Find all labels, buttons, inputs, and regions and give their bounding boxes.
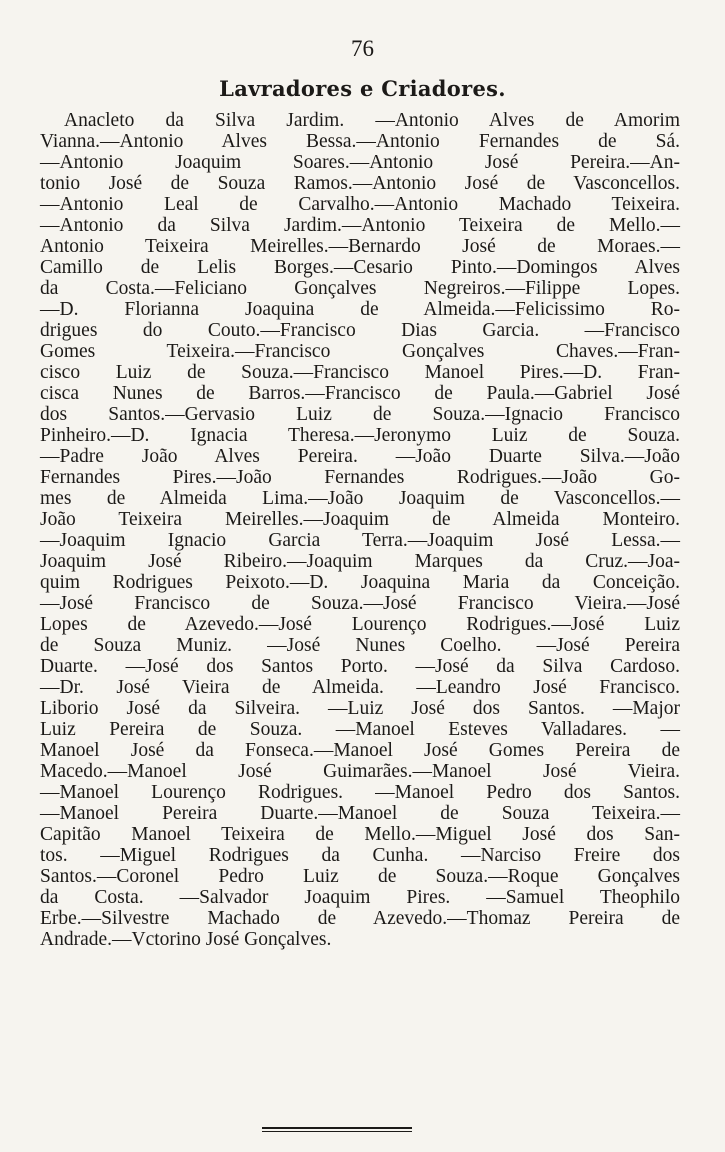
text-line: Santos.—Coronel Pedro Luiz de Souza.—Roque Gonçalves xyxy=(40,866,680,887)
text-line: Vianna.—Antonio Alves Bessa.—Antonio Fernandes de Sá. xyxy=(40,131,680,152)
text-line: Antonio Teixeira Meirelles.—Bernardo José de Moraes.— xyxy=(40,236,680,257)
text-line: Andrade.—Vctorino José Gonçalves. xyxy=(40,929,332,950)
text-line: Capitão Manoel Teixeira de Mello.—Miguel José dos San- xyxy=(40,824,680,845)
text-line: —Antonio Joaquim Soares.—Antonio José Pereira.—An- xyxy=(40,152,680,173)
text-line: Camillo de Lelis Borges.—Cesario Pinto.—Domingos Alves xyxy=(40,257,680,278)
text-line: quim Rodrigues Peixoto.—D. Joaquina Maria da Conceição. xyxy=(40,572,680,593)
text-line: —Antonio Leal de Carvalho.—Antonio Machado Teixeira. xyxy=(40,194,680,215)
text-line: —D. Florianna Joaquina de Almeida.—Felicissimo Ro- xyxy=(40,299,680,320)
text-line: drigues do Couto.—Francisco Dias Garcia. —Francisco xyxy=(40,320,680,341)
text-line: Pinheiro.—D. Ignacia Theresa.—Jeronymo Luiz de Souza. xyxy=(40,425,680,446)
text-line: —Padre João Alves Pereira. —João Duarte Silva.—João xyxy=(40,446,680,467)
text-line: Macedo.—Manoel José Guimarães.—Manoel José Vieira. xyxy=(40,761,680,782)
body-paragraph xyxy=(40,110,680,950)
text-line: —Dr. José Vieira de Almeida. —Leandro José Francisco. xyxy=(40,677,680,698)
text-line: —Manoel Pereira Duarte.—Manoel de Souza Teixeira.— xyxy=(40,803,680,824)
page-number: 76 xyxy=(351,36,374,61)
text-line: Anacleto da Silva Jardim. —Antonio Alves de Amorim xyxy=(64,110,680,131)
text-line: —José Francisco de Souza.—José Francisco Vieira.—José xyxy=(40,593,680,614)
text-line: Gomes Teixeira.—Francisco Gonçalves Chaves.—Fran- xyxy=(40,341,680,362)
text-line: Erbe.—Silvestre Machado de Azevedo.—Thomaz Pereira de xyxy=(40,908,680,929)
text-line: dos Santos.—Gervasio Luiz de Souza.—Ignacio Francisco xyxy=(40,404,680,425)
text-line: —Joaquim Ignacio Garcia Terra.—Joaquim José Lessa.— xyxy=(40,530,680,551)
text-line: de Souza Muniz. —José Nunes Coelho. —José Pereira xyxy=(40,635,680,656)
section-heading: Lavradores e Criadores. xyxy=(219,76,506,101)
text-line: —Antonio da Silva Jardim.—Antonio Teixeira de Mello.— xyxy=(40,215,680,236)
text-line: Lopes de Azevedo.—José Lourenço Rodrigues.—José Luiz xyxy=(40,614,680,635)
text-line: Duarte. —José dos Santos Porto. —José da Silva Cardoso. xyxy=(40,656,680,677)
text-line: Joaquim José Ribeiro.—Joaquim Marques da Cruz.—Joa- xyxy=(40,551,680,572)
text-line: Fernandes Pires.—João Fernandes Rodrigues.—João Go- xyxy=(40,467,680,488)
text-line: tonio José de Souza Ramos.—Antonio José de Vasconcellos. xyxy=(40,173,680,194)
text-line: da Costa. —Salvador Joaquim Pires. —Samuel Theophilo xyxy=(40,887,680,908)
text-line: cisco Luiz de Souza.—Francisco Manoel Pires.—D. Fran- xyxy=(40,362,680,383)
text-line: mes de Almeida Lima.—João Joaquim de Vasconcellos.— xyxy=(40,488,680,509)
text-line: —Manoel Lourenço Rodrigues. —Manoel Pedro dos Santos. xyxy=(40,782,680,803)
end-rule xyxy=(262,1127,412,1129)
text-line: tos. —Miguel Rodrigues da Cunha. —Narciso Freire dos xyxy=(40,845,680,866)
text-line: cisca Nunes de Barros.—Francisco de Paula.—Gabriel José xyxy=(40,383,680,404)
text-line: Manoel José da Fonseca.—Manoel José Gomes Pereira de xyxy=(40,740,680,761)
text-line: Liborio José da Silveira. —Luiz José dos Santos. —Major xyxy=(40,698,680,719)
text-line: da Costa.—Feliciano Gonçalves Negreiros.—Filippe Lopes. xyxy=(40,278,680,299)
text-line: Luiz Pereira de Souza. —Manoel Esteves Valladares. — xyxy=(40,719,680,740)
text-line: João Teixeira Meirelles.—Joaquim de Almeida Monteiro. xyxy=(40,509,680,530)
